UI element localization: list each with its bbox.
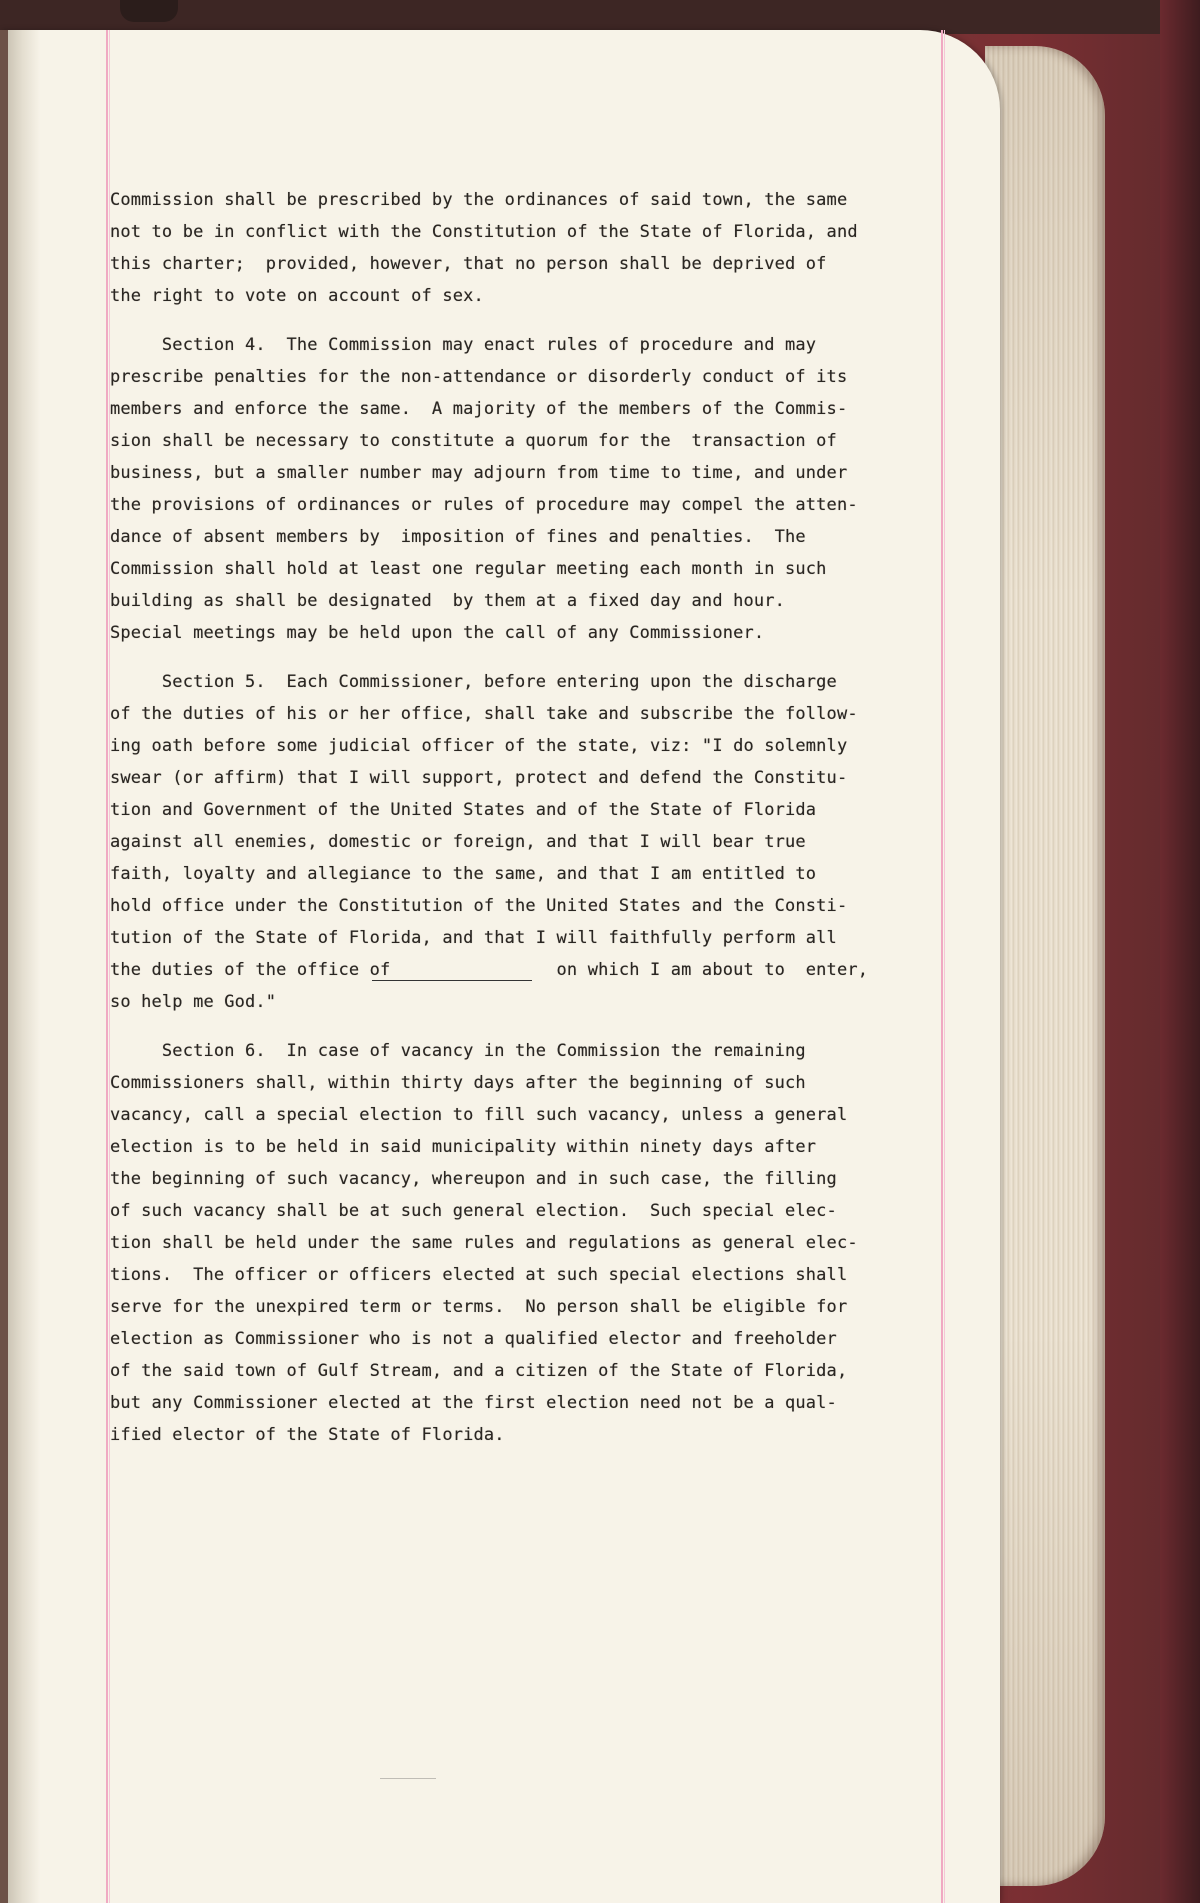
text-line: of the duties of his or her office, shall take and subscribe the follow- bbox=[110, 704, 858, 724]
text-line: the duties of the office of on which I am about to enter, bbox=[110, 960, 869, 980]
text-line: tion shall be held under the same rules and regulations as general elec- bbox=[110, 1233, 858, 1253]
text-line: the right to vote on account of sex. bbox=[110, 286, 484, 306]
text-line: not to be in conflict with the Constitution of the State of Florida, and bbox=[110, 222, 858, 242]
text-line: Commissioners shall, within thirty days after the beginning of such bbox=[110, 1073, 806, 1093]
left-margin-rule bbox=[106, 30, 108, 1903]
text-line: election as Commissioner who is not a qualified elector and freeholder bbox=[110, 1329, 837, 1349]
text-line: ified elector of the State of Florida. bbox=[110, 1425, 505, 1445]
text-line: business, but a smaller number may adjourn from time to time, and under bbox=[110, 463, 848, 483]
text-line: so help me God." bbox=[110, 992, 277, 1012]
text-line: Commission shall be prescribed by the ordinances of said town, the same bbox=[110, 190, 848, 210]
text-line: against all enemies, domestic or foreign, and that I will bear true bbox=[110, 832, 806, 852]
section-6-heading-line: Section 6. In case of vacancy in the Commission the remaining bbox=[110, 1041, 806, 1061]
text-line: Commission shall hold at least one regular meeting each month in such bbox=[110, 559, 827, 579]
text-line: Special meetings may be held upon the call of any Commissioner. bbox=[110, 623, 765, 643]
text-line: serve for the unexpired term or terms. No person shall be eligible for bbox=[110, 1297, 848, 1317]
text-line: prescribe penalties for the non-attendance or disorderly conduct of its bbox=[110, 367, 848, 387]
section-5-heading-line: Section 5. Each Commissioner, before entering upon the discharge bbox=[110, 672, 837, 692]
text-line: of the said town of Gulf Stream, and a citizen of the State of Florida, bbox=[110, 1361, 848, 1381]
text-line: of such vacancy shall be at such general election. Such special elec- bbox=[110, 1201, 837, 1221]
text-line: faith, loyalty and allegiance to the same, and that I am entitled to bbox=[110, 864, 817, 884]
text-line: dance of absent members by imposition of fines and penalties. The bbox=[110, 527, 806, 547]
office-blank-underline bbox=[372, 980, 532, 981]
text-line: the beginning of such vacancy, whereupon and in such case, the filling bbox=[110, 1169, 837, 1189]
text-line: hold office under the Constitution of the United States and the Consti- bbox=[110, 896, 848, 916]
text-line: the provisions of ordinances or rules of procedure may compel the atten- bbox=[110, 495, 858, 515]
binding-strip bbox=[0, 30, 8, 1903]
text-line: members and enforce the same. A majority of the members of the Commis- bbox=[110, 399, 848, 419]
text-line: this charter; provided, however, that no person shall be deprived of bbox=[110, 254, 827, 274]
text-line: sion shall be necessary to constitute a quorum for the transaction of bbox=[110, 431, 837, 451]
page-number-mark bbox=[380, 1778, 436, 1779]
text-line: tions. The officer or officers elected at such special elections shall bbox=[110, 1265, 848, 1285]
text-line: ing oath before some judicial officer of the state, viz: "I do solemnly bbox=[110, 736, 848, 756]
text-line: election is to be held in said municipality within ninety days after bbox=[110, 1137, 817, 1157]
right-margin-rule bbox=[941, 30, 943, 1903]
text-line: building as shall be designated by them at a fixed day and hour. bbox=[110, 591, 786, 611]
text-line: vacancy, call a special election to fill such vacancy, unless a general bbox=[110, 1105, 848, 1125]
book-cover-edge bbox=[1160, 0, 1200, 1903]
section-4-heading-line: Section 4. The Commission may enact rules of procedure and may bbox=[110, 335, 817, 355]
text-line: swear (or affirm) that I will support, protect and defend the Constitu- bbox=[110, 768, 848, 788]
book-clasp bbox=[120, 0, 178, 22]
text-line: tution of the State of Florida, and that I will faithfully perform all bbox=[110, 928, 837, 948]
text-line: but any Commissioner elected at the first election need not be a qual- bbox=[110, 1393, 837, 1413]
right-margin-rule-inner bbox=[944, 30, 945, 1903]
book-top-edge bbox=[0, 0, 1200, 34]
text-line: tion and Government of the United States and of the State of Florida bbox=[110, 800, 817, 820]
page-stack-shading bbox=[985, 46, 1105, 1886]
